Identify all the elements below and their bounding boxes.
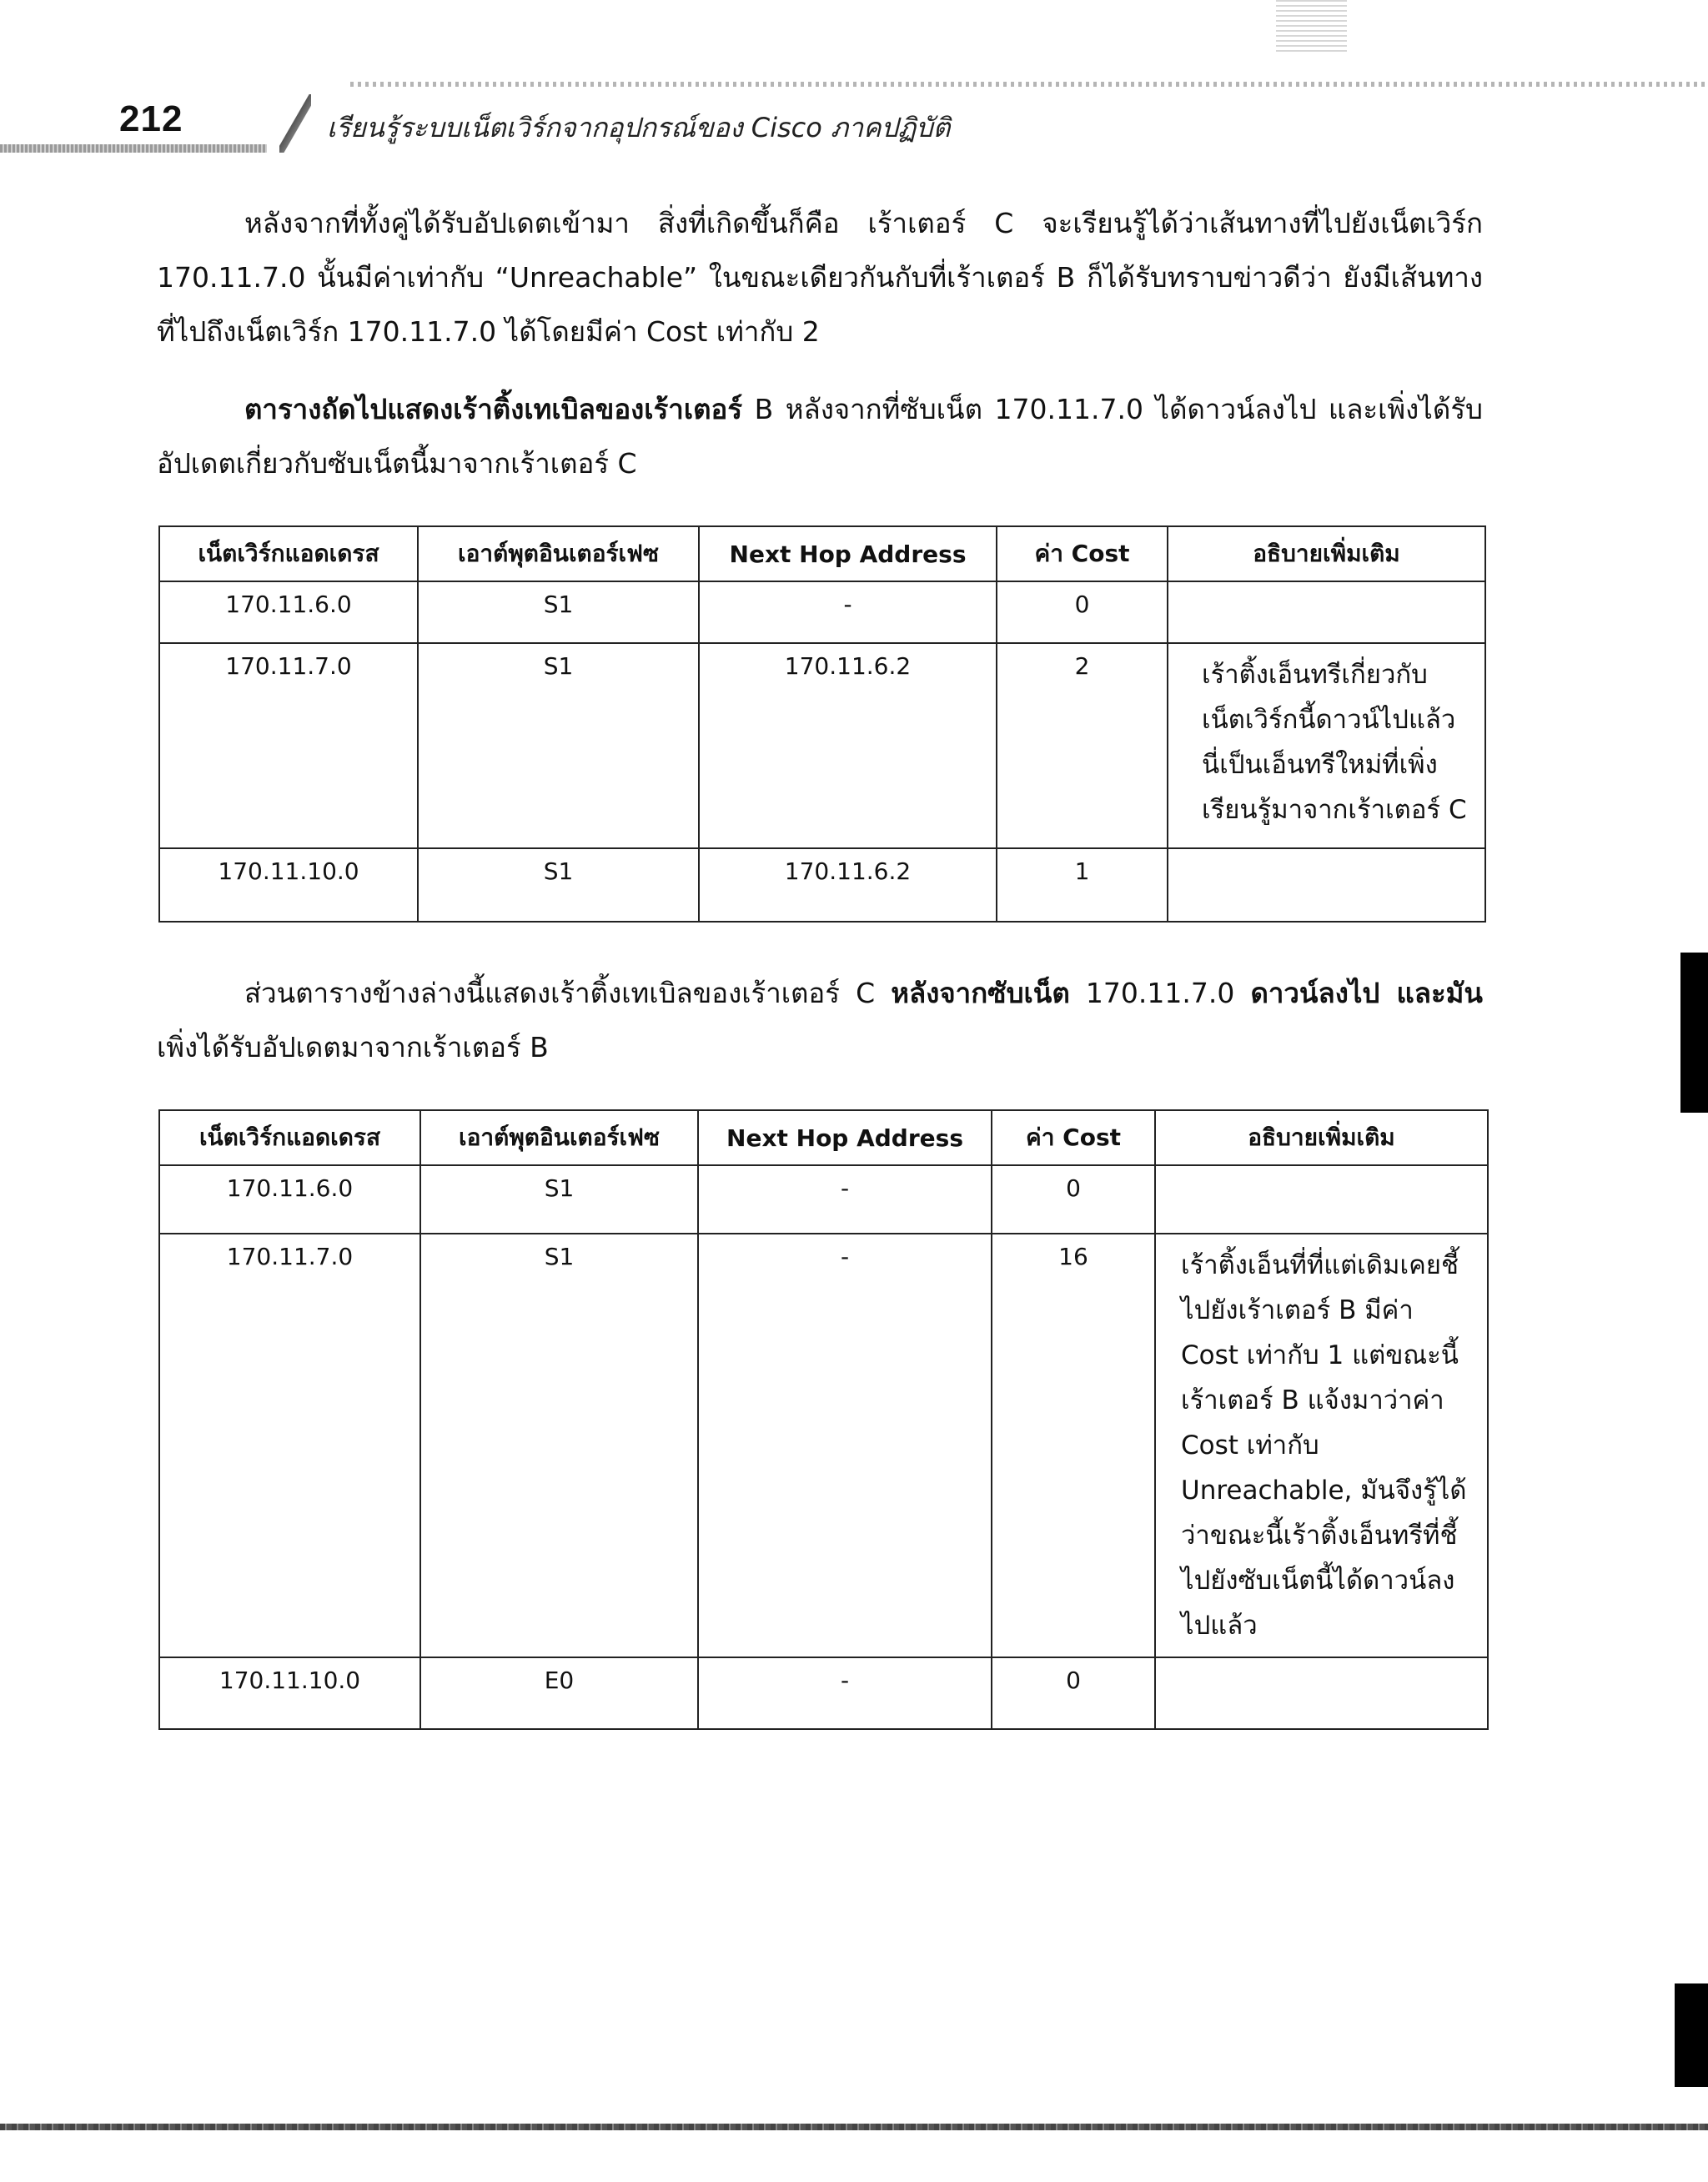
header-rule [0,144,267,153]
header-next-hop: Next Hop Address [699,526,997,581]
bottom-scan-rule [0,2124,1708,2130]
cell-cost: 0 [992,1657,1155,1729]
cell-interface: S1 [418,581,699,643]
header-cost: ค่า Cost [992,1110,1155,1165]
cell-network: 170.11.7.0 [159,643,418,848]
header-slash-decoration [279,94,311,153]
scan-edge-mark [1675,1983,1708,2087]
table-row [159,581,1485,643]
cell-next-hop: - [698,1234,992,1657]
cell-next-hop: 170.11.6.2 [699,643,997,848]
table-row [159,848,1485,922]
table-row [159,1234,1488,1657]
paragraph-3-part-a: ส่วนตารางข้างล่างนี้แสดงเร้าติ้งเทเบิลของเร้าเตอร์ C [244,977,892,1009]
cell-note [1155,1165,1488,1234]
cell-note: เร้าติ้งเอ็นที่ที่แต่เดิมเคยชี้ไปยังเร้าเตอร์ B มีค่า Cost เท่ากับ 1 แต่ขณะนี้เร้าเตอร์ B แจ้งมาว่าค่า Cost เท่ากับ Unreachable, มันจึงรู้ได้ว่าขณะนี้เร้าติ้งเอ็นทรีที่ชี้ไปยังซับเน็ตนี้ได้ดาวน์ลงไปแล้ว [1155,1234,1488,1657]
table-row [159,1165,1488,1234]
routing-table-router-b [158,525,1486,923]
cell-network: 170.11.6.0 [159,1165,420,1234]
paragraph-3-bold-2: ดาวน์ลงไป และมัน [1250,977,1483,1009]
header-dotted-rule [350,82,1708,87]
cell-note: เร้าติ้งเอ็นทรีเกี่ยวกับเน็ตเวิร์กนี้ดาวน์ไปแล้ว นี่เป็นเอ็นทรีใหม่ที่เพิ่งเรียนรู้มาจากเร้าเตอร์ C [1168,643,1485,848]
table-header-row [159,1110,1488,1165]
header-cost: ค่า Cost [997,526,1168,581]
header-note: อธิบายเพิ่มเติม [1168,526,1485,581]
header-note: อธิบายเพิ่มเติม [1155,1110,1488,1165]
cell-interface: S1 [420,1234,698,1657]
cell-interface: E0 [420,1657,698,1729]
paragraph-2-bold: ตารางถัดไปแสดงเร้าติ้งเทเบิลของเร้าเตอร์ [244,393,743,425]
table-row [159,1657,1488,1729]
table-header-row [159,526,1485,581]
cell-next-hop: - [699,581,997,643]
routing-table-router-c [158,1109,1489,1730]
paragraph-2 [157,382,1483,490]
cell-interface: S1 [420,1165,698,1234]
paragraph-1: หลังจากที่ทั้งคู่ได้รับอัปเดตเข้ามา สิ่งที่เกิดขึ้นก็คือ เร้าเตอร์ C จะเรียนรู้ได้ว่าเส้นทางที่ไปยังเน็ตเวิร์ก 170.11.7.0 นั้นมีค่าเท่ากับ “Unreachable” ในขณะเดียวกันกับที่เร้าเตอร์ B ก็ได้รับทราบข่าวดีว่า ยังมีเส้นทางที่ไปถึงเน็ตเวิร์ก 170.11.7.0 ได้โดยมีค่า Cost เท่ากับ 2 [157,207,1483,348]
cell-cost: 0 [992,1165,1155,1234]
cell-interface: S1 [418,643,699,848]
cell-note [1168,848,1485,922]
scan-artifact [1276,0,1347,52]
cell-next-hop: - [698,1165,992,1234]
cell-next-hop: 170.11.6.2 [699,848,997,922]
page-number: 212 [119,98,183,139]
paragraph-2-rest: B หลังจากที่ซับเน็ต 170.11.7.0 ได้ดาวน์ลงไป และเพิ่งได้รับอัปเดตเกี่ยวกับซับเน็ตนี้มาจากเร้าเตอร์ C [157,393,1483,480]
header-network-address: เน็ตเวิร์กแอดเดรส [159,1110,420,1165]
header-network-address: เน็ตเวิร์กแอดเดรส [159,526,418,581]
cell-note [1155,1657,1488,1729]
paragraph-3-bold: หลังจากซับเน็ต [891,977,1070,1009]
paragraph-3 [157,966,1483,1074]
table-row [159,643,1485,848]
paragraph-3-part-c: เพิ่งได้รับอัปเดตมาจากเร้าเตอร์ B [157,1031,549,1063]
cell-network: 170.11.10.0 [159,1657,420,1729]
paragraph-3-part-b: 170.11.7.0 [1069,977,1251,1009]
cell-network: 170.11.10.0 [159,848,418,922]
cell-next-hop: - [698,1657,992,1729]
cell-interface: S1 [418,848,699,922]
running-title: เรียนรู้ระบบเน็ตเวิร์กจากอุปกรณ์ของ Cisco ภาคปฏิบัติ [327,112,951,143]
cell-cost: 16 [992,1234,1155,1657]
scan-edge-mark [1680,953,1708,1113]
header-output-interface: เอาต์พุตอินเตอร์เฟซ [418,526,699,581]
cell-network: 170.11.7.0 [159,1234,420,1657]
cell-cost: 1 [997,848,1168,922]
header-next-hop: Next Hop Address [698,1110,992,1165]
cell-cost: 2 [997,643,1168,848]
cell-network: 170.11.6.0 [159,581,418,643]
cell-cost: 0 [997,581,1168,643]
header-output-interface: เอาต์พุตอินเตอร์เฟซ [420,1110,698,1165]
cell-note [1168,581,1485,643]
